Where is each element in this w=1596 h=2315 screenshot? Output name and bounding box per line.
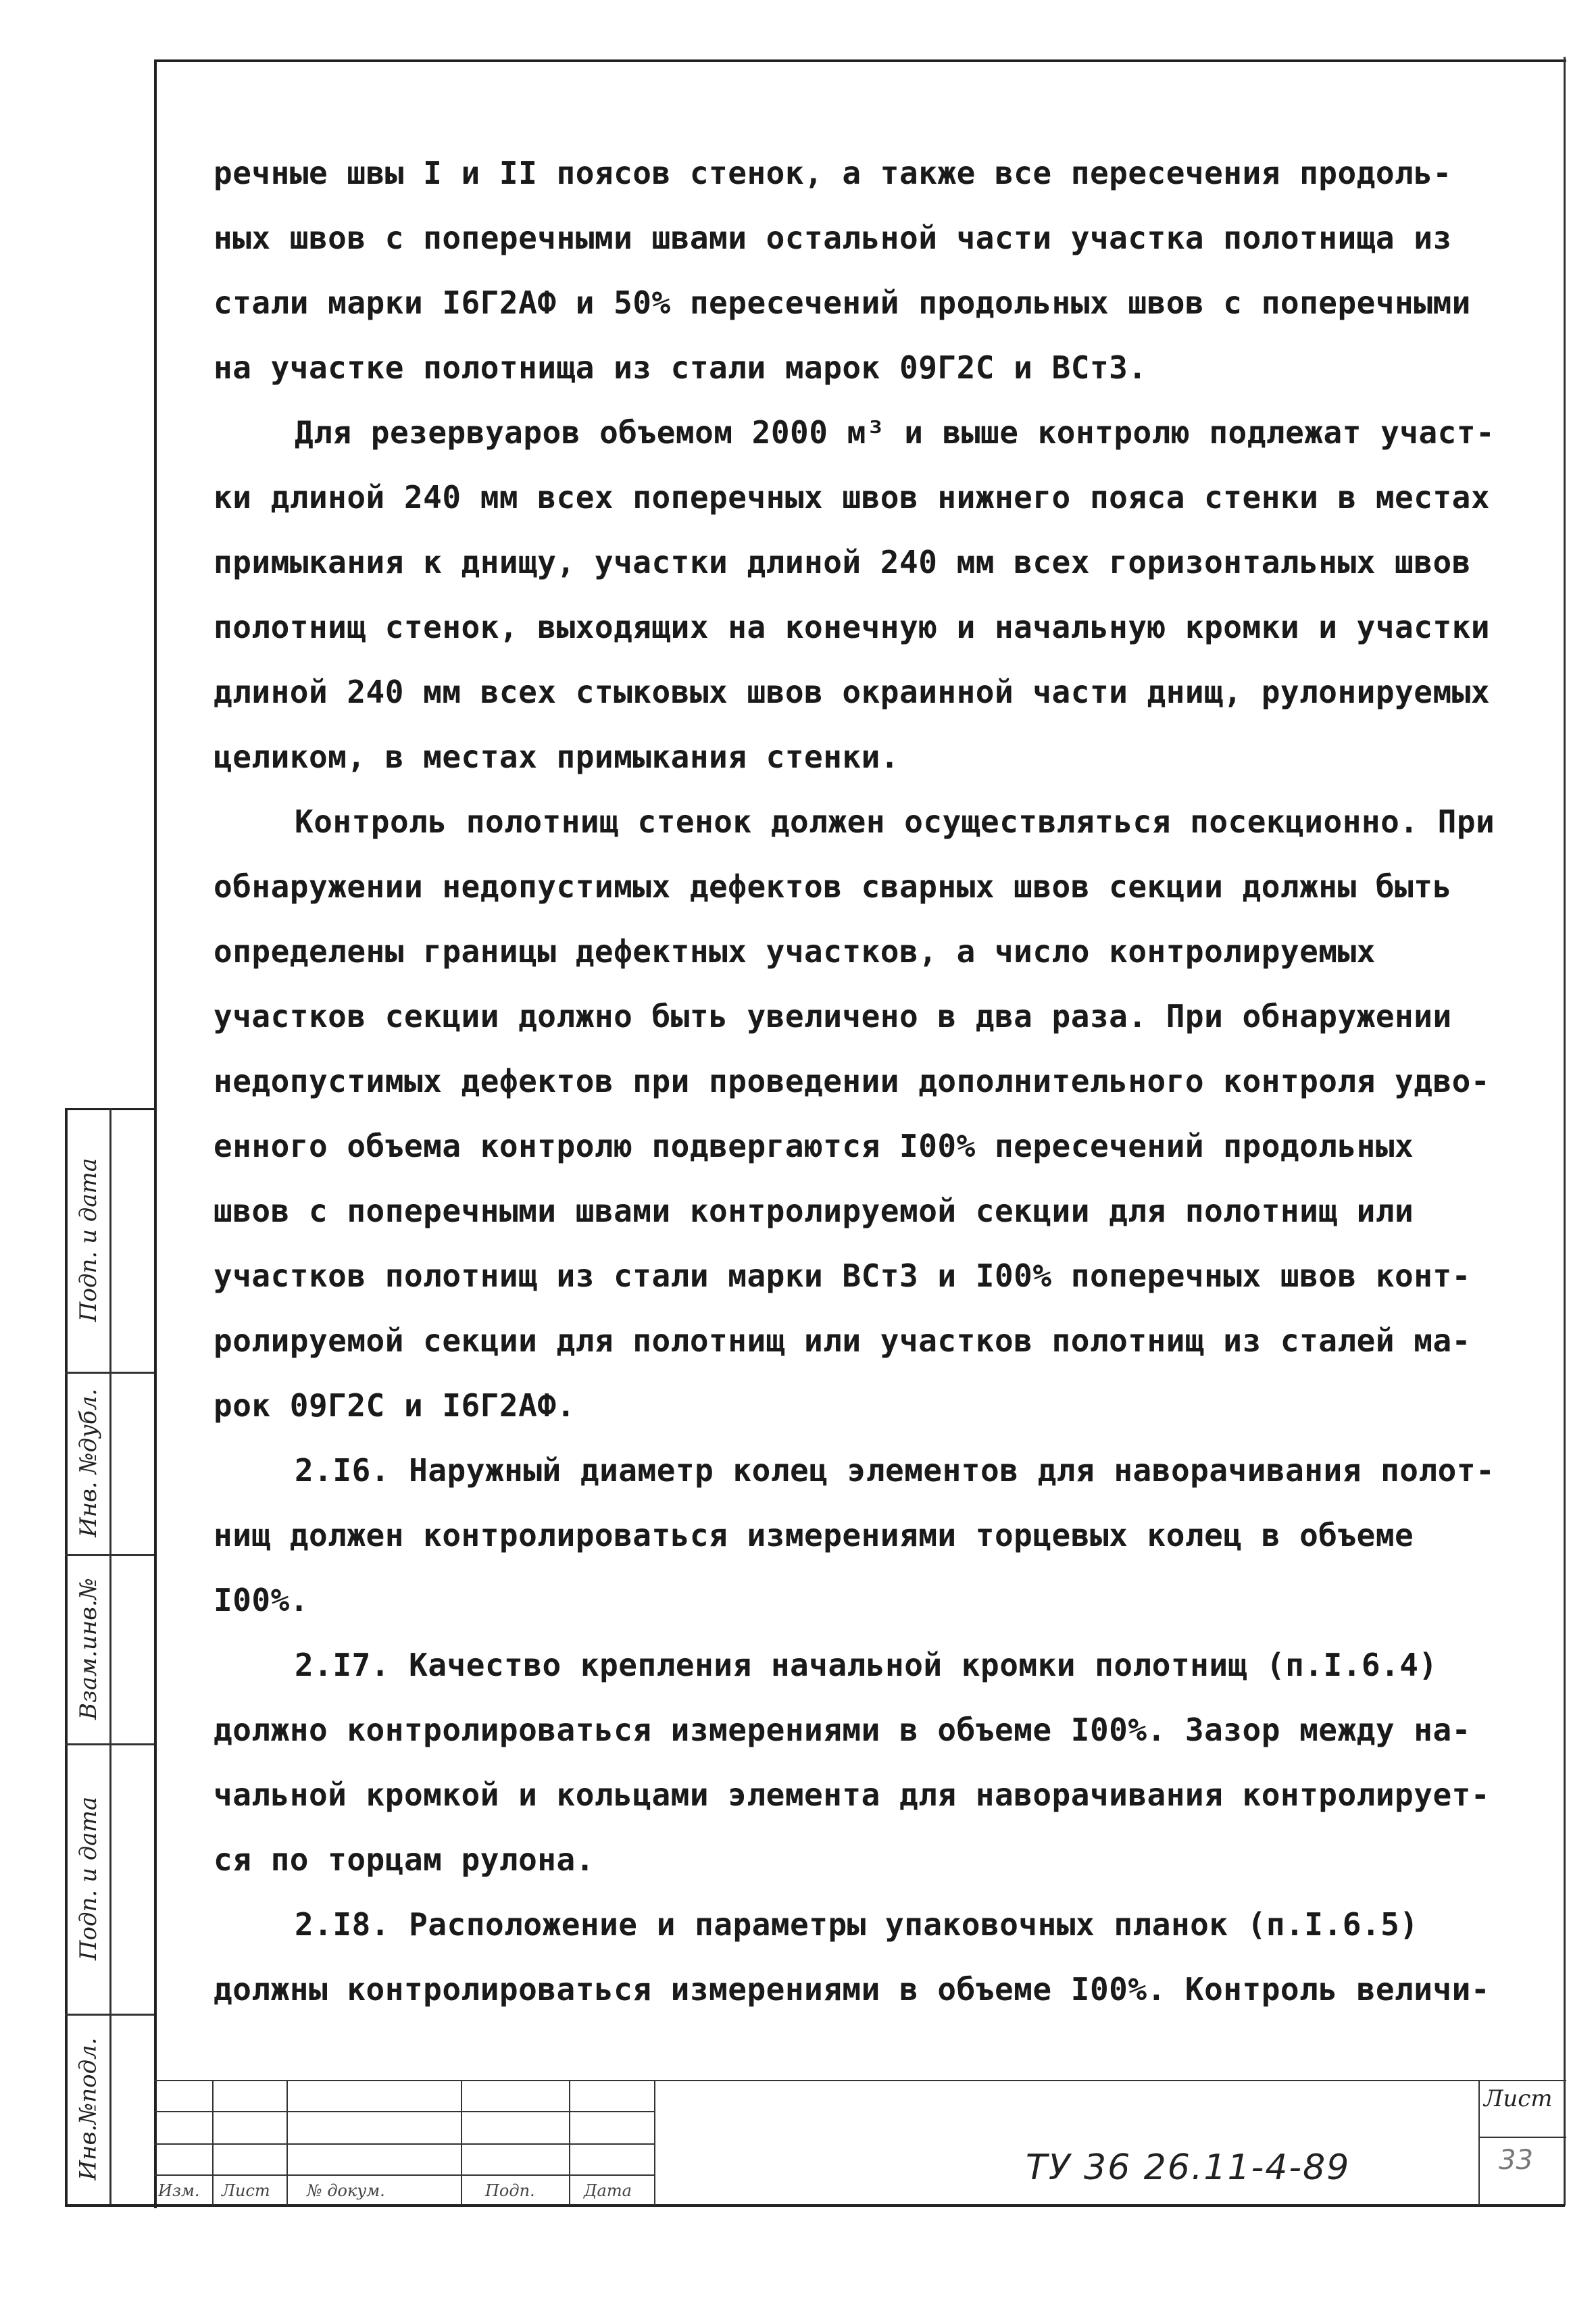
title-block-rule xyxy=(461,2080,462,2206)
text-line: ных швов с поперечными швами остальной части участка полотнища из xyxy=(214,220,1452,256)
title-block-rule xyxy=(1478,2080,1480,2206)
text-line: обнаружении недопустимых дефектов сварных швов секции должны быть xyxy=(214,868,1452,905)
text-line: 2.I7. Качество крепления начальной кромки полотнищ (п.I.6.4) xyxy=(295,1647,1438,1683)
sheet-label: Лист xyxy=(1484,2085,1553,2112)
text-line: ки длиной 240 мм всех поперечных швов нижнего пояса стенки в местах xyxy=(214,479,1491,516)
text-line: на участке полотнища из стали марок 09Г2С и ВСт3. xyxy=(214,349,1147,386)
text-line: целиком, в местах примыкания стенки. xyxy=(214,739,899,775)
side-stamp-divider xyxy=(109,1108,111,2204)
text-line: Контроль полотнищ стенок должен осуществляться посекционно. При xyxy=(295,803,1495,840)
title-block-rule xyxy=(154,2174,654,2176)
side-stamp-label-signature-date-2: Подп. и дата xyxy=(75,1796,102,1961)
text-line: енного объема контролю подвергаются I00% пересечений продольных xyxy=(214,1128,1414,1164)
text-line: длиной 240 мм всех стыковых швов окраинной части днищ, рулонируемых xyxy=(214,674,1491,710)
side-stamp-cell xyxy=(68,1554,109,1743)
text-line: примыкания к днищу, участки длиной 240 мм всех горизонтальных швов xyxy=(214,544,1471,580)
paragraph-2-17 xyxy=(214,1633,1538,1892)
text-line: участков секции должно быть увеличено в два раза. При обнаружении xyxy=(214,998,1452,1035)
paragraph-3 xyxy=(214,789,1538,1438)
document-body xyxy=(214,141,1538,2022)
column-label-doc-number: № докум. xyxy=(307,2181,385,2200)
frame-right-border xyxy=(1564,57,1566,2206)
document-code: ТУ 36 26.11-4-89 xyxy=(1026,2147,1351,2188)
title-block-rule xyxy=(154,2080,1566,2081)
text-line: недопустимых дефектов при проведении дополнительного контроля удво- xyxy=(214,1063,1491,1099)
side-stamp-label-duplicate-inv: Инв. №дубл. xyxy=(75,1388,103,1538)
title-block-rule xyxy=(654,2080,655,2206)
title-block-rule xyxy=(1478,2137,1566,2138)
title-block xyxy=(154,2080,1566,2206)
side-stamp xyxy=(65,1108,154,2206)
side-stamp-cell xyxy=(68,1108,109,1372)
text-line: швов с поперечными швами контролируемой секции для полотнищ или xyxy=(214,1193,1414,1229)
side-stamp-cell xyxy=(68,1372,109,1554)
text-line: 2.I8. Расположение и параметры упаковочных планок (п.I.6.5) xyxy=(295,1906,1419,1943)
column-label-date: Дата xyxy=(584,2181,632,2200)
text-line: речные швы I и II поясов стенок, а также все пересечения продоль- xyxy=(214,155,1452,191)
side-stamp-label-replaced-inv: Взам.инв.№ xyxy=(75,1578,102,1720)
paragraph-2-16 xyxy=(214,1438,1538,1633)
text-line: чальной кромкой и кольцами элемента для наворачивания контролирует- xyxy=(214,1776,1491,1813)
paragraph-1 xyxy=(214,141,1538,400)
side-stamp-cell xyxy=(68,2014,109,2204)
text-line: участков полотнищ из стали марки ВСт3 и I00% поперечных швов конт- xyxy=(214,1258,1471,1294)
text-line: ся по торцам рулона. xyxy=(214,1841,595,1878)
title-block-rule xyxy=(286,2080,288,2206)
title-block-rule xyxy=(212,2080,214,2206)
column-label-signature: Подп. xyxy=(485,2181,535,2200)
side-stamp-label-original-inv: Инв.№подл. xyxy=(75,2037,103,2181)
text-line: должно контролироваться измерениями в объеме I00%. Зазор между на- xyxy=(214,1712,1471,1748)
text-line: 2.I6. Наружный диаметр колец элементов для наворачивания полот- xyxy=(295,1452,1495,1489)
title-block-rule xyxy=(154,2111,654,2112)
text-line: стали марки I6Г2АФ и 50% пересечений продольных швов с поперечными xyxy=(214,284,1471,321)
text-line: I00%. xyxy=(214,1582,309,1618)
title-block-rule xyxy=(569,2080,570,2206)
paragraph-2-18 xyxy=(214,1892,1538,2022)
sheet-number: 33 xyxy=(1499,2145,1533,2176)
text-line: рок 09Г2С и I6Г2АФ. xyxy=(214,1387,576,1424)
title-block-rule xyxy=(154,2143,654,2145)
text-line: нищ должен контролироваться измерениями торцевых колец в объеме xyxy=(214,1517,1414,1553)
text-line: полотнищ стенок, выходящих на конечную и начальную кромки и участки xyxy=(214,609,1491,645)
paragraph-2 xyxy=(214,400,1538,789)
side-stamp-label-signature-date: Подп. и дата xyxy=(75,1158,102,1322)
text-line: Для резервуаров объемом 2000 м³ и выше контролю подлежат участ- xyxy=(295,414,1495,451)
text-line: должны контролироваться измерениями в объеме I00%. Контроль величи- xyxy=(214,1971,1491,2008)
side-stamp-cell xyxy=(68,1743,109,2014)
text-line: ролируемой секции для полотнищ или участков полотнищ из сталей ма- xyxy=(214,1322,1471,1359)
text-line: определены границы дефектных участков, а число контролируемых xyxy=(214,933,1376,970)
column-label-change: Изм. xyxy=(158,2181,200,2200)
column-label-sheet: Лист xyxy=(222,2181,270,2200)
frame-top-border xyxy=(154,59,1566,62)
